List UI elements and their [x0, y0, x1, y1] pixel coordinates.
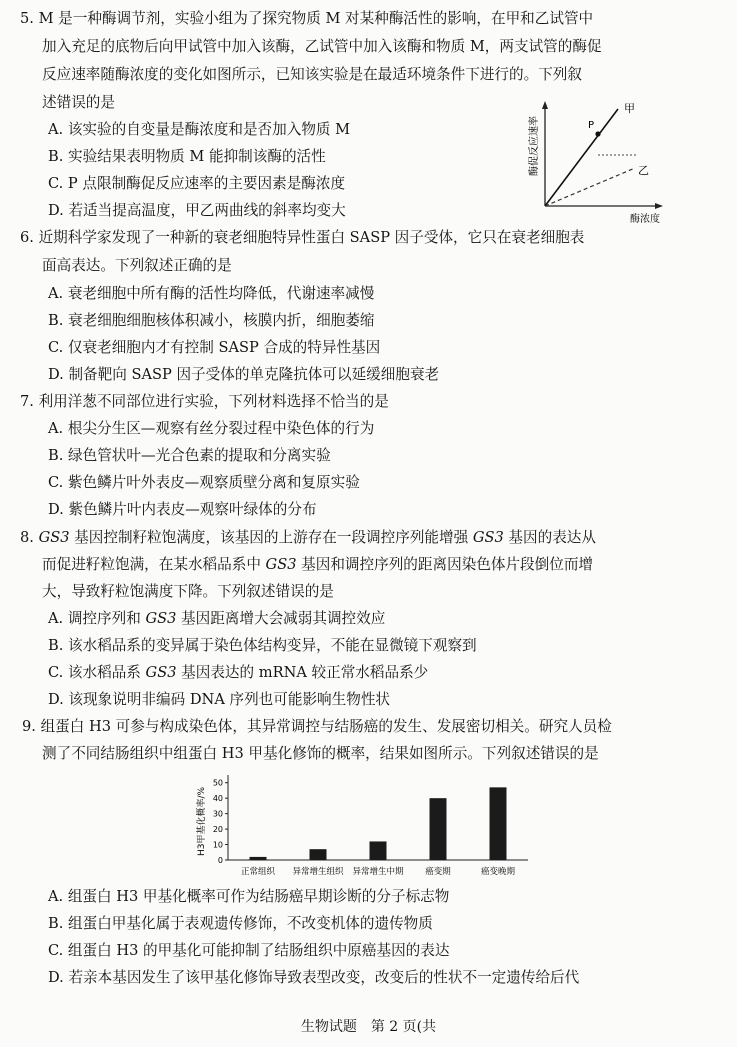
q9-option-a: A. 组蛋白 H3 甲基化概率可作为结肠癌早期诊断的分子标志物 [48, 888, 450, 905]
q5-label-yi: 乙 [638, 164, 649, 177]
q9-option-d: D. 若亲本基因发生了该甲基化修饰导致表型改变，改变后的性状不一定遗传给后代 [48, 969, 580, 986]
q5-line-4: 述错误的是 [42, 94, 115, 111]
q6-option-a: A. 衰老细胞中所有酶的活性均降低，代谢速率减慢 [48, 285, 375, 302]
q5-line-2: 加入充足的底物后向甲试管中加入该酶，乙试管中加入该酶和物质 M，两支试管的酶促 [42, 38, 602, 55]
q5-option-b: B. 实验结果表明物质 M 能抑制该酶的活性 [48, 148, 326, 165]
q8-gene-name: GS3 [265, 556, 297, 573]
q7-line-1: 7. 利用洋葱不同部位进行实验，下列材料选择不恰当的是 [20, 393, 389, 410]
chart-category-label: 癌变晚期 [480, 867, 516, 877]
q5-option-d: D. 若适当提高温度，甲乙两曲线的斜率均变大 [48, 202, 346, 219]
q8-option-d: D. 该现象说明非编码 DNA 序列也可能影响生物性状 [48, 691, 391, 708]
q7-option-c: C. 紫色鳞片叶外表皮—观察质壁分离和复原实验 [48, 474, 360, 491]
q5-point-p [595, 131, 600, 136]
q9-option-b: B. 组蛋白甲基化属于表观遗传修饰，不改变机体的遗传物质 [48, 915, 433, 932]
q5-y-label: 酶促反应速率 [529, 116, 540, 176]
q8-gene-name: GS3 [472, 529, 504, 546]
chart-category-label: 癌变期 [425, 867, 451, 877]
q8-option-c: C. 该水稻品系 GS3 基因表达的 mRNA 较正常水稻品系少 [48, 664, 429, 681]
q8-line-3: 大，导致籽粒饱满度下降。下列叙述错误的是 [42, 583, 334, 600]
q6-option-b: B. 衰老细胞细胞核体积减小，核膜内折，细胞萎缩 [48, 312, 375, 329]
q8-gene-name: GS3 [38, 529, 70, 546]
chart-category-label: 异常增生组织 [292, 867, 344, 877]
q5-option-c: C. P 点限制酶促反应速率的主要因素是酶浓度 [48, 175, 346, 192]
q9-option-c: C. 组蛋白 H3 的甲基化可能抑制了结肠组织中原癌基因的表达 [48, 942, 450, 959]
q9-line-2: 测了不同结肠组织中组蛋白 H3 甲基化修饰的概率，结果如图所示。下列叙述错误的是 [42, 745, 599, 762]
q9-bar-chart [190, 770, 530, 880]
q6-line-1: 6. 近期科学家发现了一种新的衰老细胞特异性蛋白 SASP 因子受体，它只在衰老细胞表 [20, 229, 585, 246]
chart-bar [310, 849, 327, 860]
chart-bar [490, 787, 507, 860]
q8-gene-name: GS3 [145, 664, 177, 681]
q7-option-a: A. 根尖分生区—观察有丝分裂过程中染色体的行为 [48, 420, 375, 437]
q5-x-label: 酶浓度 [630, 214, 660, 225]
q5-line-3: 反应速率随酶浓度的变化如图所示，已知该实验是在最适环境条件下进行的。下列叙 [42, 66, 582, 83]
q6-option-d: D. 制备靶向 SASP 因子受体的单克隆抗体可以延缓细胞衰老 [48, 366, 440, 383]
q8-gene-name: GS3 [145, 610, 177, 627]
q7-option-b: B. 绿色管状叶—光合色素的提取和分离实验 [48, 447, 331, 464]
q6-line-2: 面高表达。下列叙述正确的是 [42, 257, 232, 274]
q5-label-jia: 甲 [624, 102, 635, 115]
q5-option-a: A. 该实验的自变量是酶浓度和是否加入物质 M [48, 121, 351, 138]
q5-curve-jia [545, 109, 618, 206]
chart-bar [370, 841, 387, 860]
chart-category-label: 正常组织 [240, 867, 276, 877]
chart-y-tick-label: 10 [212, 840, 223, 850]
chart-bar [250, 857, 267, 860]
chart-y-label: H3甲基化概率/% [197, 786, 207, 856]
chart-y-tick-label: 0 [217, 856, 223, 865]
q5-x-arrow [655, 203, 663, 209]
chart-bar [430, 798, 447, 860]
q8-option-b: B. 该水稻品系的变异属于染色体结构变异，不能在显微镜下观察到 [48, 637, 477, 654]
chart-category-label: 异常增生中期 [352, 867, 404, 877]
q5-enzyme-graph [520, 98, 670, 226]
q6-option-c: C. 仅衰老细胞内才有控制 SASP 合成的特异性基因 [48, 339, 381, 356]
chart-y-tick-label: 40 [212, 794, 223, 804]
q7-option-d: D. 紫色鳞片叶内表皮—观察叶绿体的分布 [48, 501, 317, 518]
q8-line-2: 而促进籽粒饱满，在某水稻品系中 GS3 基因和调控序列的距离因染色体片段倒位而增 [42, 556, 594, 573]
page-footer: 生物试题 第 2 页(共 [300, 1019, 437, 1035]
q5-point-p-label: P [588, 120, 595, 131]
q5-y-arrow [542, 101, 548, 109]
chart-y-tick-label: 50 [212, 778, 223, 788]
q8-line-1: 8. GS3 基因控制籽粒饱满度，该基因的上游存在一段调控序列能增强 GS3 基因的表达从 [20, 529, 596, 546]
chart-y-tick-label: 20 [212, 825, 223, 835]
q9-line-1: 9. 组蛋白 H3 可参与构成染色体，其异常调控与结肠癌的发生、发展密切相关。研究人员检 [22, 718, 612, 735]
q8-option-a: A. 调控序列和 GS3 基因距离增大会减弱其调控效应 [48, 610, 386, 627]
q5-line-1: 5. M 是一种酶调节剂，实验小组为了探究物质 M 对某种酶活性的影响，在甲和乙试管中 [20, 10, 594, 27]
chart-y-tick-label: 30 [212, 809, 223, 819]
